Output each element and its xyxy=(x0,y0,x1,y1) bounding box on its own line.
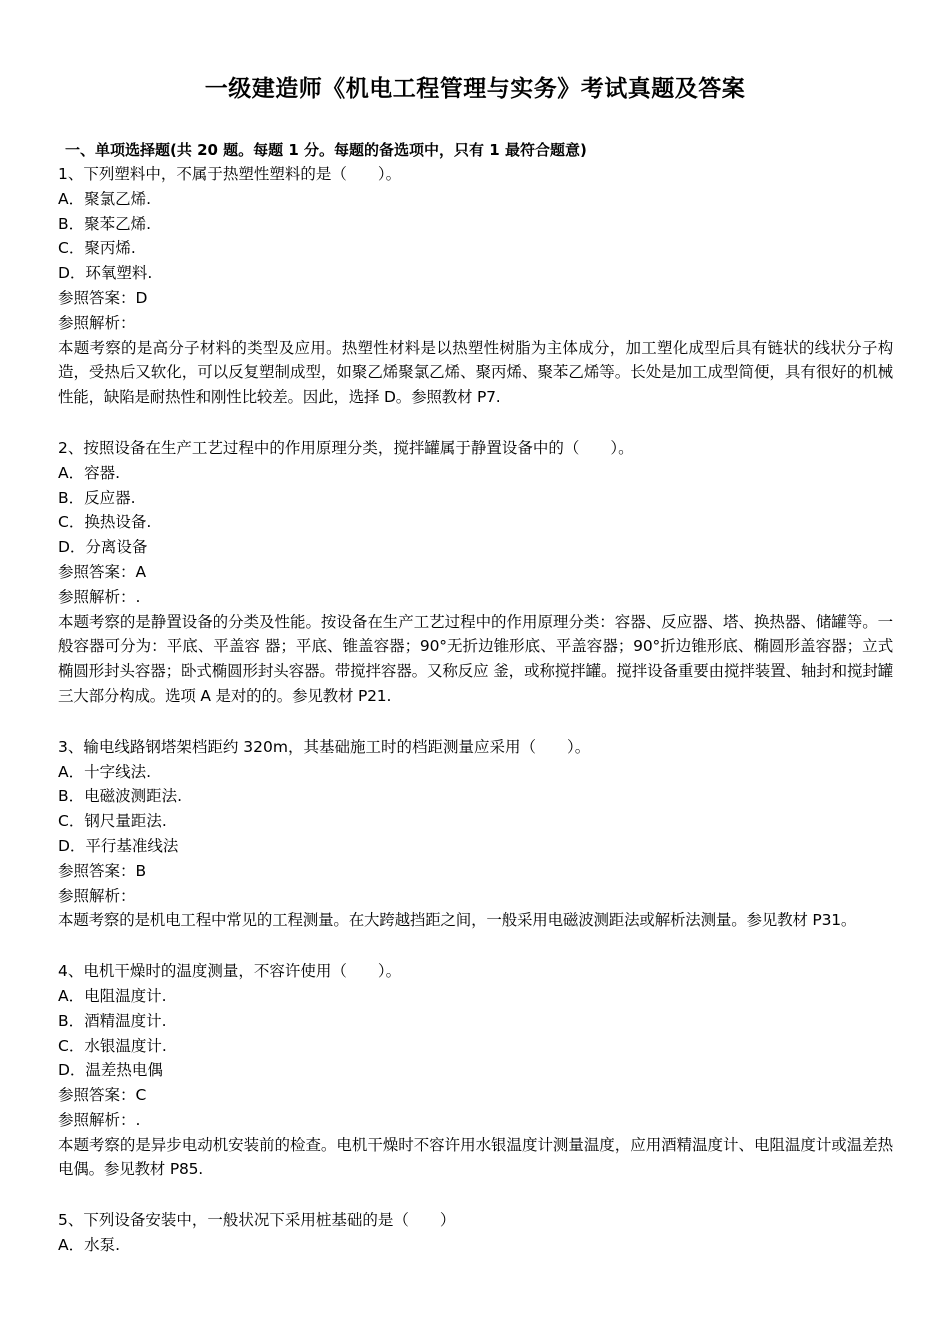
answer-option: C．钢尺量距法. xyxy=(58,812,167,831)
question-list xyxy=(58,162,893,1284)
question-block xyxy=(58,1208,893,1258)
answer-option: D．环氧塑料. xyxy=(58,264,153,283)
reference-answer: 参照答案：D xyxy=(58,288,148,307)
analysis-label: 参照解析： xyxy=(58,313,136,332)
answer-option: D．平行基准线法 xyxy=(58,836,179,855)
answer-option: C．换热设备. xyxy=(58,513,152,532)
answer-option: A．十字线法. xyxy=(58,762,152,781)
analysis-label: 参照解析：. xyxy=(58,1110,141,1129)
analysis-text: 本题考察的是异步电动机安装前的检查。电机干燥时不容许用水银温度计测量温度，应用酒精温度计、电阻温度计或温差热电偶。参见教材 P85. xyxy=(58,1135,893,1179)
question-block xyxy=(58,436,893,709)
question-block xyxy=(58,735,893,933)
analysis-text: 本题考察的是机电工程中常见的工程测量。在大跨越挡距之间，一般采用电磁波测距法或解析法测量。参见教材 P31。 xyxy=(58,911,857,930)
analysis-text: 本题考察的是静置设备的分类及性能。按设备在生产工艺过程中的作用原理分类：容器、反应器、塔、换热器、储罐等。一般容器可分为：平底、平盖容 器；平底、锥盖容器；90°无折边锥形底、平盖容器；90°折边锥形底、椭圆形盖容器；立式椭圆形封头容器；卧式椭圆形封头容器。带搅拌容器。又称反应 釜，或称搅拌罐。搅拌设备重要由搅拌装置、轴封和搅封罐三大部分构成。选项 A 是对的的。参见教材 P21. xyxy=(58,612,893,705)
reference-answer: 参照答案：C xyxy=(58,1086,147,1105)
answer-option: A．聚氯乙烯. xyxy=(58,189,152,208)
question-stem: 4、电机干燥时的温度测量，不容许使用（ ）。 xyxy=(58,962,402,981)
answer-option: C．水银温度计. xyxy=(58,1036,167,1055)
question-stem: 2、按照设备在生产工艺过程中的作用原理分类，搅拌罐属于静置设备中的（ ）。 xyxy=(58,438,634,457)
reference-answer: 参照答案：A xyxy=(58,562,147,581)
question-block xyxy=(58,162,893,410)
answer-option: B．聚苯乙烯. xyxy=(58,214,152,233)
section-heading: 一、单项选择题(共 20 题。每题 1 分。每题的备选项中，只有 1 最符合题意) xyxy=(65,141,587,159)
analysis-label: 参照解析：. xyxy=(58,587,141,606)
answer-option: B．酒精温度计. xyxy=(58,1011,167,1030)
answer-option: B．反应器. xyxy=(58,488,136,507)
answer-option: A．电阻温度计. xyxy=(58,986,167,1005)
question-stem: 3、输电线路钢塔架档距约 320m，其基础施工时的档距测量应采用（ ）。 xyxy=(58,737,591,756)
answer-option: A．容器. xyxy=(58,463,121,482)
question-stem: 5、下列设备安装中，一般状况下采用桩基础的是（ ） xyxy=(58,1211,456,1230)
answer-option: B．电磁波测距法. xyxy=(58,787,183,806)
answer-option: D．分离设备 xyxy=(58,538,148,557)
answer-option: A．水泵. xyxy=(58,1236,121,1255)
question-stem: 1、下列塑料中，不属于热塑性塑料的是（ ）。 xyxy=(58,165,402,183)
analysis-text: 本题考察的是高分子材料的类型及应用。热塑性材料是以热塑性树脂为主体成分，加工塑化成型后具有链状的线状分子构造，受热后又软化，可以反复塑制成型，如聚乙烯聚氯乙烯、聚丙烯、聚苯乙烯等。长处是加工成型简便，具有很好的机械性能，缺陷是耐热性和刚性比较差。因此，选择 D。参照教材 P7. xyxy=(58,338,893,407)
answer-option: D．温差热电偶 xyxy=(58,1061,163,1080)
answer-option: C．聚丙烯. xyxy=(58,239,136,258)
reference-answer: 参照答案：B xyxy=(58,861,147,880)
question-block xyxy=(58,959,893,1182)
analysis-label: 参照解析： xyxy=(58,886,136,905)
document-title: 一级建造师《机电工程管理与实务》考试真题及答案 xyxy=(204,76,746,102)
